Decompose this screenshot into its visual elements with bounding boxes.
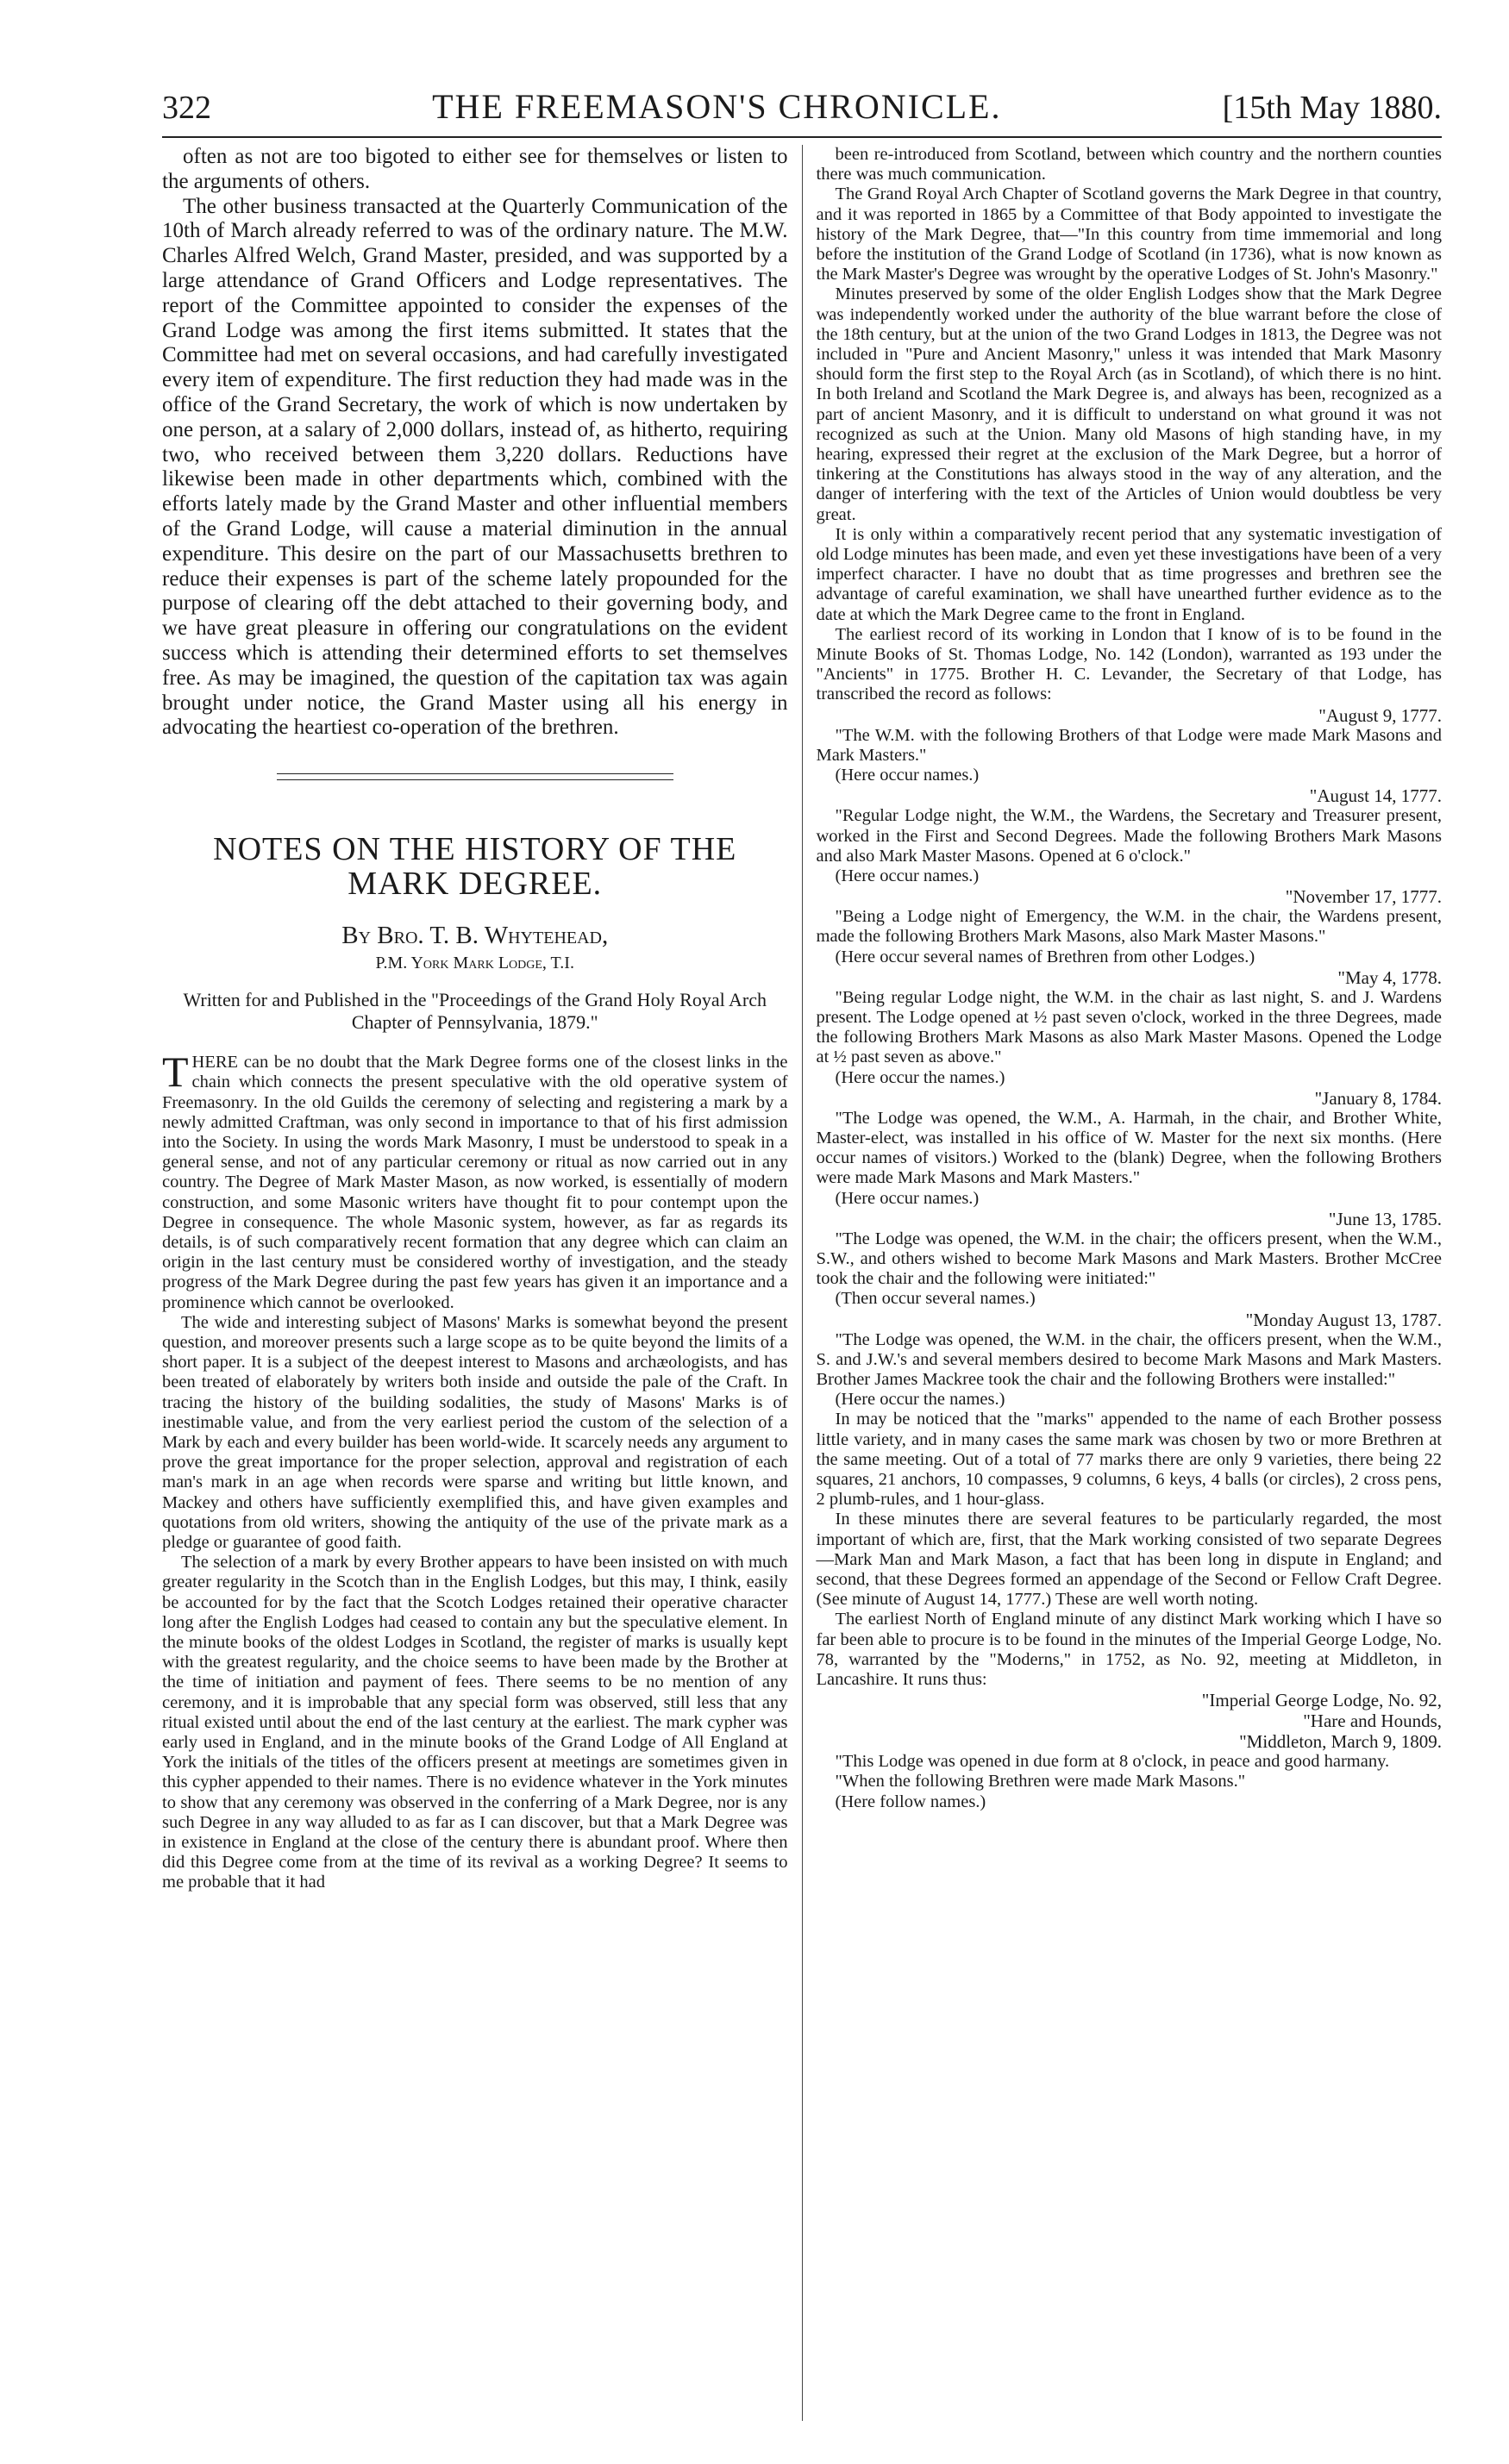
body-paragraph: Minutes preserved by some of the older English Lodges show that the Mark Degree was independently worked under the authority of the blue warrant before the close of the 18th century, but at the union of the two Grand Lodges in 1813, the Degree was not included in "Pure and Ancient Masonry," unless it was intended that Mark Masonry should form the first step to the Royal Arch (as in Scotland), of which there is no hint. In both Ireland and Scotland the Mark Degree is, and always has been, recognized as a part of ancient Masonry, and it is difficult to understand on what ground it was not recognized as such at the Union. Many old Masons of high standing have, in my hearing, expressed their regret at the exclusion of the Mark Degree, but a horror of tinkering at the Constitutions has always stood in the way of any alteration, and the danger of interfering with the text of the Articles of Union would doubtless be very great. xyxy=(816,285,1442,524)
section-divider xyxy=(277,773,673,780)
minute-record xyxy=(817,967,1443,1088)
record-text: "When the following Brethren were made Mark Masons." xyxy=(835,1772,1246,1792)
page-header xyxy=(162,86,1442,138)
record-text: "The Lodge was opened, the W.M. in the chair; the officers present, when the W.M., S.W., and others wished to become Mark Masons and Mark Masters. Brother McCree took the chair and the following were initiated:" xyxy=(816,1229,1442,1289)
record-note: (Here occur names.) xyxy=(835,766,980,785)
record-heading-line: "Imperial George Lodge, No. 92, xyxy=(1201,1690,1442,1711)
article-byline: By Bro. T. B. Whytehead, xyxy=(341,922,609,950)
article-title: NOTES ON THE HISTORY OF THE MARK DEGREE. xyxy=(213,831,737,903)
record-note: (Here follow names.) xyxy=(835,1792,986,1811)
article-continuation xyxy=(817,145,1443,1812)
record-date: "May 4, 1778. xyxy=(1337,966,1442,988)
minute-record xyxy=(817,886,1443,967)
record-note: (Here occur the names.) xyxy=(835,1067,1005,1087)
author-affiliation: P.M. York Mark Lodge, T.I. xyxy=(375,954,574,973)
minute-record xyxy=(817,1310,1443,1410)
record-note: (Then occur several names.) xyxy=(835,1289,1036,1309)
record-heading-line: "Middleton, March 9, 1809. xyxy=(1239,1731,1442,1753)
record-note: (Here occur the names.) xyxy=(835,1390,1005,1410)
record-text: "Regular Lodge night, the W.M., the Wardens, the Secretary and Treasurer present, worked in the First and Second Degrees. Made the following Brothers Mark Masons and also Mark Master Masons. Opened at 6 o'clock." xyxy=(816,806,1442,866)
page-number: 322 xyxy=(162,90,211,126)
left-column xyxy=(162,145,802,2421)
body-paragraph: The selection of a mark by every Brother appears to have been insisted on with much greater regularity in the Scotch than in the English Lodges, but this may, I think, easily be accounted for by the fact that the Scotch Lodges retained their operative character long after the English Lodges had ceased to contain any but the speculative element. In the minute books of the oldest Lodges in Scotland, the register of marks is usually kept with the greatest regularity, and the choice seems to have been made by the Brother at the time of initiation and payment of fees. There seems to be no mention of any ceremony, and it is improbable that any special form was observed, still less that any ritual existed until about the end of the last century at the earliest. The mark cypher was early used in England, and in the minute books of the Grand Lodge of All England at York the initials of the titles of the officers present at meetings are sometimes given in this cypher appended to their names. There is no evidence whatever in the York minutes to show that any ceremony was observed in the conferring of a Mark Degree, nor is any such Degree in any way alluded to as far as I can discover, but that a Mark Degree was in existence in England at the close of the century there is abundant proof. Where then did this Degree come from at the time of its revival as a working Degree? It seems to me probable that it had xyxy=(162,1553,788,1892)
record-text: "This Lodge was opened in due form at 8 o'clock, in peace and good harmany. xyxy=(835,1752,1390,1772)
body-paragraph: The wide and interesting subject of Masons' Marks is somewhat beyond the present question, and moreover presents such a large scope as to be quite beyond the limits of a short paper. It is a subject of the deepest interest to Masons and archæologists, and has been treated of elaborately by writers both inside and outside the pale of the Craft. In tracing the history of the building sodalities, the study of Masons' Marks is of inestimable value, and from the very earliest period the custom of the selection of a Mark by each and every builder has been world-wide. It scarcely needs any argument to prove the great importance for the proper selection, approval and registration of each man's mark in an age when records were sparse and writing but little known, and Mackey and others have sufficiently exemplified this, and have given examples and quotations from old writers, showing the antiquity of the use of the private mark as a pledge or guarantee of good faith. xyxy=(162,1312,788,1552)
first-paragraph-text: HERE can be no doubt that the Mark Degree forms one of the closest links in the chain which connects the present speculative with the old operative system of Freemasonry. In the old Guilds the ceremony of selecting and registering a mark by a newly admitted Craftman, was only second in importance to that of his first admission into the Society. In using the words Mark Masonry, I must be understood to speak in a general sense, and not of any particular ceremony or ritual as now carried out in any country. The Degree of Mark Master Mason, as now worked, is essentially of modern construction, and some Masonic writers have thought fit to pour contempt upon the Degree in consequence. The whole Masonic system, however, as far as regards its details, is of such comparatively recent formation that any degree which can claim an origin in the last century must be considered worthy of investigation, and the steady progress of the Mark Degree during the past few years has given it an importance and a prominence which cannot be overlooked. xyxy=(162,1053,788,1312)
body-paragraph: been re-introduced from Scotland, between which country and the northern counties there was much communication. xyxy=(816,145,1442,184)
record-date: "August 9, 1777. xyxy=(1318,704,1442,726)
record-text: "The Lodge was opened, the W.M. in the chair, the officers present, when the W.M., S. and J.W.'s and several members desired to become Mark Masons and Mark Masters. Brother James Mackree took the chair and the following Brothers were installed:" xyxy=(816,1329,1442,1389)
body-paragraph: The Grand Royal Arch Chapter of Scotland governs the Mark Degree in that country, and it was reported in 1865 by a Committee of that Body appointed to investigate the history of the Mark Degree, that—"In this country from time immemorial and long before the institution of the Grand Lodge of Scotland (in 1736), what is now known as the Mark Master's Degree was wrought by the operative Lodges of St. John's Masonry." xyxy=(816,184,1442,285)
record-text: "The W.M. with the following Brothers of that Lodge were made Mark Masons and Mark Masters." xyxy=(816,725,1442,765)
record-date: "January 8, 1784. xyxy=(1314,1087,1442,1109)
record-date: "June 13, 1785. xyxy=(1328,1208,1442,1229)
lead-paragraph: often as not are too bigoted to either see for themselves or listen to the arguments of others. xyxy=(162,145,788,193)
record-date: "November 17, 1777. xyxy=(1285,886,1442,908)
record-text: "Being a Lodge night of Emergency, the W.M. in the chair, the Wardens present, made the following Brothers Mark Masons, also Mark Master Masons." xyxy=(816,907,1442,947)
minute-record xyxy=(817,1088,1443,1209)
record-heading-line: "Hare and Hounds, xyxy=(1303,1710,1442,1732)
record-text: "The Lodge was opened, the W.M., A. Harmah, in the chair, and Brother White, Master-elect, was installed in his office of W. Master for the next six months. (Here occur names of visitors.) Worked to the (blank) Degree, when the following Brothers were made Mark Masons and Mark Masters." xyxy=(816,1108,1442,1188)
record-date: "August 14, 1777. xyxy=(1309,785,1442,807)
record-date: "Monday August 13, 1787. xyxy=(1245,1309,1442,1330)
right-column xyxy=(802,145,1443,2421)
body-paragraph: It is only within a comparatively recent period that any systematic investigation of old Lodge minutes has been made, and even yet these investigations have been of a very imperfect character. I have no doubt that as time progresses and brethren see the advantage of careful examination, we shall have unearthed further evidence as to the date at which the Mark Degree came to the front in England. xyxy=(816,524,1442,624)
body-paragraph: The earliest record of its working in London that I know of is to be found in the Minute Books of St. Thomas Lodge, No. 142 (London), warranted as 193 under the "Ancients" in 1775. Brother H. C. Levander, the Secretary of that Lodge, has transcribed the record as follows: xyxy=(816,624,1442,704)
record-note: (Here occur names.) xyxy=(835,866,980,885)
record-note: (Here occur names.) xyxy=(835,1188,980,1208)
minute-record xyxy=(817,785,1443,886)
columns xyxy=(162,145,1442,2421)
body-paragraph: In these minutes there are several features to be particularly regarded, the most important of which are, first, that the Mark working consisted of two separate Degrees—Mark Man and Mark Mason, a fact that has been long in dispute in England; and second, that these Degrees formed an appendage of the Second or Fellow Craft Degree. (See minute of August 14, 1777.) These are well worth noting. xyxy=(816,1510,1442,1610)
body-paragraph: In may be noticed that the "marks" appended to the name of each Brother possess little variety, and in many cases the same mark was chosen by two or more Brethren at the same meeting. Out of a total of 77 marks there are only 9 varieties, there being 22 squares, 21 anchors, 10 compasses, 9 columns, 6 keys, 4 balls (or circles), 2 cross pens, 2 plumb-rules, and 1 hour-glass. xyxy=(816,1410,1442,1510)
lead-paragraph: The other business transacted at the Quarterly Communication of the 10th of March already referred to was of the ordinary nature. The M.W. Charles Alfred Welch, Grand Master, presided, and was supported by a large attendance of Grand Officers and Lodge representatives. The report of the Committee appointed to consider the expenses of the Grand Lodge was among the first items submitted. It states that the Committee had met on several occasions, and had carefully investigated every item of expenditure. The first reduction they had made was in the office of the Grand Secretary, the work of which is now undertaken by one person, at a salary of 2,000 dollars, instead of, as hitherto, requiring two, who received between them 3,220 dollars. Reductions have likewise been made in other departments which, combined with the efforts lately made by the Grand Master and other influential members of the Grand Lodge, will cause a material diminution in the annual expenditure. This desire on the part of our Massachusetts brethren to reduce their expenses is part of the scheme lately propounded for the purpose of clearing off the debt attached to their governing body, and we have great pleasure in offering our congratulations on the evident success which is attending their determined efforts to set themselves free. As may be imagined, the question of the capitation tax was again brought under notice, the Grand Master using all his energy in advocating the heartiest co-operation of the brethren. xyxy=(162,194,788,740)
record-note: (Here occur several names of Brethren from other Lodges.) xyxy=(835,947,1255,966)
article-intro: Written for and Published in the "Proceedings of the Grand Holy Royal Arch Chapter of Pennsylvania, 1879." xyxy=(183,989,767,1034)
record-text: "Being regular Lodge night, the W.M. in the chair as last night, S. and J. Wardens present. The Lodge opened at ½ past seven o'clock, worked in the three Degrees, made the following Brothers Mark Masons as also Mark Master Masons. Opened the Lodge at ½ past seven as above." xyxy=(816,987,1442,1067)
drop-cap: T xyxy=(162,1048,189,1097)
minute-record xyxy=(817,705,1443,786)
first-paragraph xyxy=(162,1048,788,1313)
publication-title: THE FREEMASON'S CHRONICLE. xyxy=(432,87,1002,126)
lead-article xyxy=(162,145,788,741)
issue-date: [15th May 1880. xyxy=(1222,90,1442,126)
minute-record xyxy=(817,1209,1443,1310)
article-body xyxy=(162,1048,788,1893)
body-paragraph: The earliest North of England minute of any distinct Mark working which I have so far been able to procure is to be found in the minutes of the Imperial George Lodge, No. 78, warranted by the "Moderns," in 1752, as No. 92, meeting at Middleton, in Lancashire. It runs thus: xyxy=(816,1610,1442,1690)
